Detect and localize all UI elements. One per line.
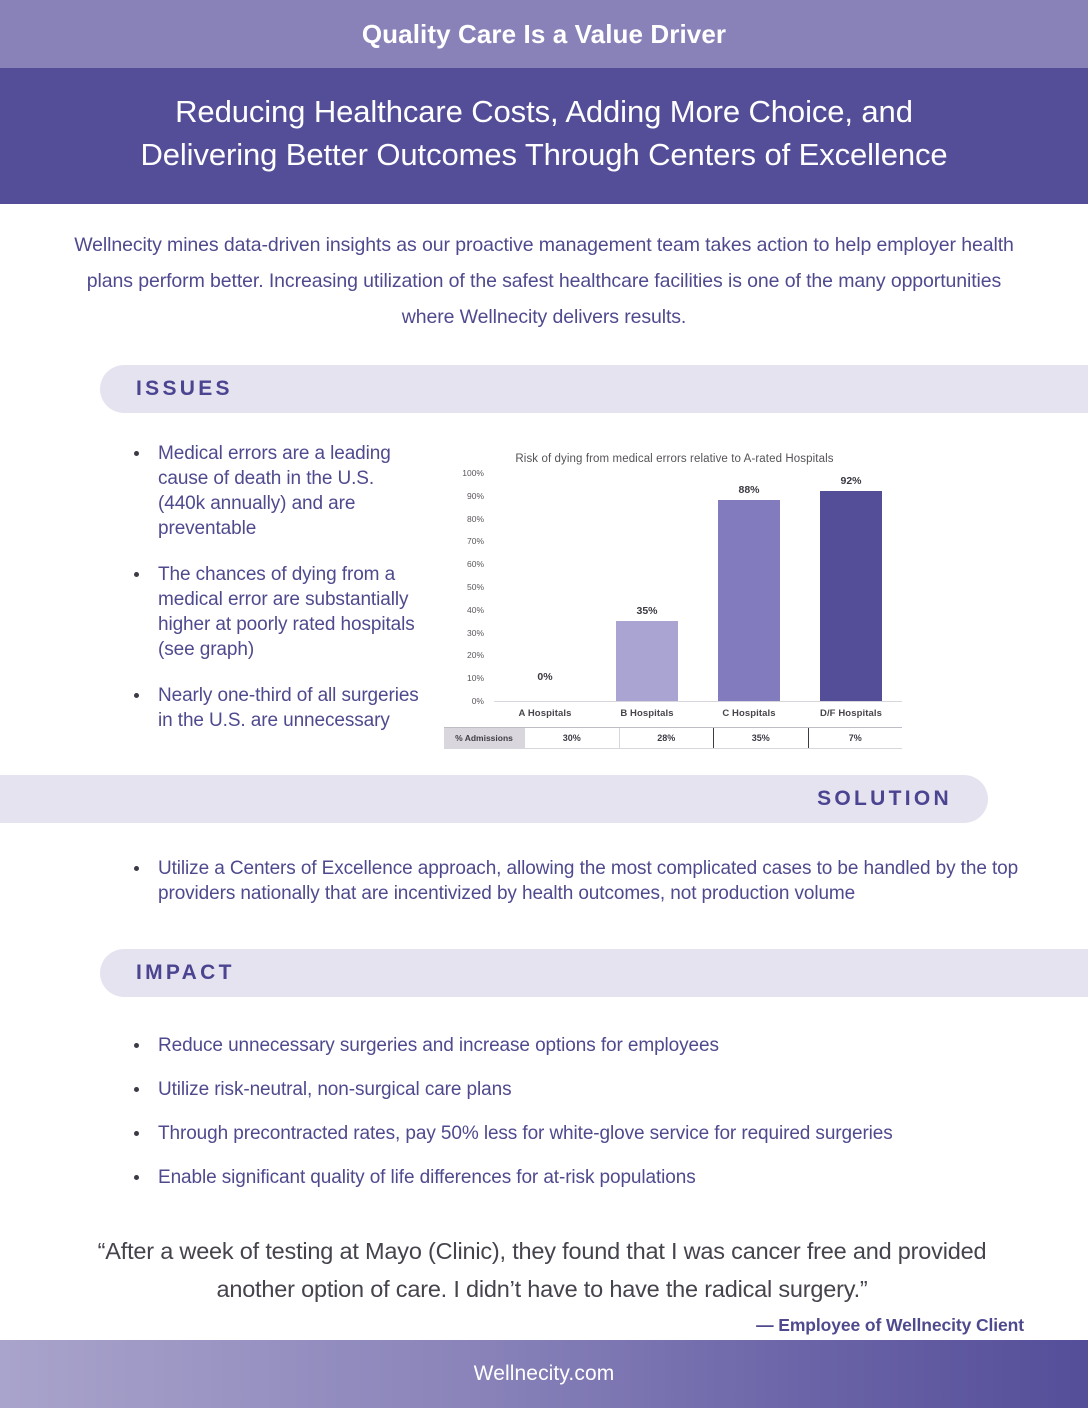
chart-title: Risk of dying from medical errors relative to A-rated Hospitals (515, 453, 834, 465)
list-item: Utilize risk-neutral, non-surgical care plans (120, 1077, 1048, 1102)
admissions-cell: 28% (619, 728, 714, 748)
admissions-cell: 30% (524, 728, 619, 748)
section-label-issues: ISSUES (136, 377, 233, 400)
admissions-cell: 7% (808, 728, 903, 748)
y-axis-tick: 10% (466, 673, 484, 684)
x-axis-tick: A Hospitals (518, 708, 572, 719)
eyebrow-band (0, 0, 1088, 68)
y-axis-tick: 70% (466, 536, 484, 547)
impact-bullet-list (120, 1033, 1048, 1190)
x-axis-tick: D/F Hospitals (819, 708, 882, 719)
x-axis-tick: B Hospitals (620, 708, 674, 719)
issues-bullet-column (0, 441, 420, 761)
issues-bullet-list (120, 441, 420, 733)
section-header-impact (100, 949, 1088, 997)
list-item: Reduce unnecessary surgeries and increase options for employees (120, 1033, 1048, 1058)
list-item: Through precontracted rates, pay 50% less for white-glove service for required surgeries (120, 1121, 1048, 1146)
risk-bar-chart (432, 441, 917, 761)
bar-value-label: 88% (738, 484, 760, 497)
y-axis-tick: 90% (466, 490, 484, 501)
testimonial-block (56, 1232, 1028, 1336)
bar-value-label: 35% (636, 605, 658, 618)
section-label-solution: SOLUTION (817, 787, 952, 810)
section-header-solution (0, 775, 988, 823)
admissions-cell: 35% (713, 728, 808, 748)
y-axis-tick: 50% (466, 582, 484, 592)
x-axis-tick: C Hospitals (722, 708, 776, 719)
bar-df-hospitals (820, 475, 882, 701)
solution-content (120, 856, 1028, 906)
section-header-issues (100, 365, 1088, 413)
bar-slot-df (800, 473, 902, 701)
y-axis-tick: 20% (466, 650, 484, 661)
bar-slot-b (596, 473, 698, 701)
list-item: Medical errors are a leading cause of death in the U.S. (440k annually) and are preventable (120, 441, 420, 541)
y-axis-tick: 60% (466, 559, 484, 570)
list-item: Utilize a Centers of Excellence approach, allowing the most complicated cases to be handled by the top providers nationally that are incentivized by health outcomes, not production volume (120, 856, 1028, 906)
chart-x-axis (494, 701, 902, 719)
title-band (0, 68, 1088, 204)
y-axis-tick: 30% (466, 627, 484, 638)
footer-url[interactable]: Wellnecity.com (473, 1362, 615, 1385)
page-title-line-2: Delivering Better Outcomes Through Centers of Excellence (140, 137, 948, 172)
admissions-table (444, 727, 902, 749)
bar-slot-a (494, 473, 596, 701)
bar-b-hospitals (616, 605, 678, 701)
bar-c-hospitals (718, 484, 780, 701)
issues-content-row (0, 441, 1088, 761)
bar-slot-c (698, 473, 800, 701)
list-item: The chances of dying from a medical error are substantially higher at poorly rated hospitals (see graph) (120, 562, 420, 662)
section-label-impact: IMPACT (136, 961, 235, 984)
bar-value-label: 0% (537, 671, 553, 683)
footer-band (0, 1340, 1088, 1408)
impact-content (120, 1033, 1048, 1190)
list-item: Nearly one-third of all surgeries in the U.S. are unnecessary (120, 683, 420, 733)
chart-y-axis (432, 468, 490, 706)
y-axis-tick: 80% (466, 513, 484, 524)
list-item: Enable significant quality of life differences for at-risk populations (120, 1165, 1048, 1190)
y-axis-tick: 0% (471, 696, 484, 706)
eyebrow-title: Quality Care Is a Value Driver (361, 18, 727, 49)
intro-paragraph: Wellnecity mines data-driven insights as our proactive management team takes action to help employer health plans perform better. Increasing utilization of the safest healthcare facilities is one of the many opportunities where Wellnecity delivers results. (74, 234, 1014, 328)
y-axis-tick: 40% (466, 604, 484, 615)
chart-bars (494, 473, 902, 701)
y-axis-tick: 100% (462, 468, 484, 478)
admissions-row-header: % Admissions (444, 728, 524, 748)
testimonial-attribution: — Employee of Wellnecity Client (756, 1315, 1024, 1335)
solution-bullet-list (120, 856, 1028, 906)
bar-value-label: 92% (840, 475, 862, 488)
page-title-line-1: Reducing Healthcare Costs, Adding More Choice, and (175, 94, 913, 129)
testimonial-quote: “After a week of testing at Mayo (Clinic), they found that I was cancer free and provided another option of care. I didn’t have to have the radical surgery.” (97, 1238, 987, 1302)
